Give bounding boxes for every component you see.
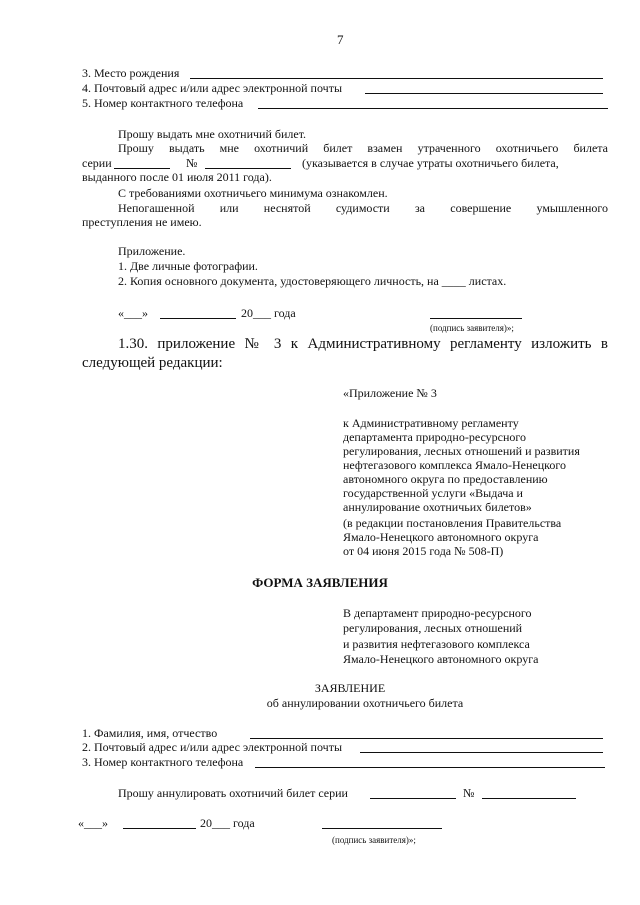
form1-date-open: «___» bbox=[118, 306, 148, 320]
form2-field-phone-line[interactable] bbox=[255, 767, 605, 768]
amendment-line1: 1.30. приложение № 3 к Административному регламенту изложить в bbox=[118, 336, 608, 352]
form1-field-phone-line[interactable] bbox=[258, 108, 608, 109]
form1-attachment-copy: 2. Копия основного документа, удостоверяющего личность, на ____ листах. bbox=[118, 274, 507, 288]
statement-title: ЗАЯВЛЕНИЕ bbox=[314, 681, 386, 695]
form1-signature-line[interactable] bbox=[430, 318, 522, 319]
addressee-line: Ямало-Ненецкого автономного округа bbox=[343, 652, 539, 666]
form1-field-address-line[interactable] bbox=[365, 93, 603, 94]
form2-field-address-line[interactable] bbox=[360, 752, 603, 753]
form1-attachment-photos: 1. Две личные фотографии. bbox=[118, 259, 258, 273]
amendment-line2: следующей редакции: bbox=[82, 355, 223, 371]
addressee-line: регулирования, лесных отношений bbox=[343, 621, 523, 635]
appendix-line: от 04 июня 2015 года № 508-П) bbox=[343, 544, 504, 558]
appendix-line: государственной услуги «Выдача и bbox=[343, 486, 523, 500]
form2-field-name-label: 1. Фамилия, имя, отчество bbox=[82, 726, 218, 740]
form1-field-phone-label: 5. Номер контактного телефона bbox=[82, 96, 244, 110]
form2-field-name-line[interactable] bbox=[250, 738, 603, 739]
form2-signature-caption: (подпись заявителя)»; bbox=[332, 835, 416, 845]
form1-familiar-statement: С требованиями охотничьего минимума ознакомлен. bbox=[118, 186, 388, 200]
form2-request-annul: Прошу аннулировать охотничий билет серии bbox=[118, 786, 348, 800]
appendix-line: регулирования, лесных отношений и развития bbox=[343, 444, 580, 458]
addressee-line: В департамент природно-ресурсного bbox=[343, 606, 532, 620]
form1-number-line[interactable] bbox=[205, 168, 291, 169]
form1-conviction-line2: преступления не имею. bbox=[82, 215, 202, 229]
form1-field-birthplace-line[interactable] bbox=[190, 78, 603, 79]
appendix-title: «Приложение № 3 bbox=[343, 386, 437, 400]
form1-request-replace-line3: выданного после 01 июля 2011 года). bbox=[82, 170, 272, 184]
form2-number-line[interactable] bbox=[482, 798, 576, 799]
form1-request-note: (указывается в случае утраты охотничьего билета, bbox=[302, 156, 559, 170]
form-title: ФОРМА ЗАЯВЛЕНИЯ bbox=[252, 575, 388, 590]
form2-request-number-sign: № bbox=[463, 786, 475, 800]
appendix-line: (в редакции постановления Правительства bbox=[343, 516, 562, 530]
form1-conviction-line1: Непогашенной или неснятой судимости за совершение умышленного bbox=[118, 201, 608, 215]
form2-date-open: «___» bbox=[78, 816, 108, 830]
form2-date-year: 20___ года bbox=[200, 816, 255, 830]
form1-field-address-label: 4. Почтовый адрес и/или адрес электронной почты bbox=[82, 81, 343, 95]
addressee-line: и развития нефтегазового комплекса bbox=[343, 637, 530, 651]
form1-request-replace-line1: Прошу выдать мне охотничий билет взамен утраченного охотничьего билета bbox=[118, 141, 608, 155]
appendix-line: нефтегазового комплекса Ямало-Ненецкого bbox=[343, 458, 566, 472]
form1-date-year: 20___ года bbox=[241, 306, 296, 320]
appendix-line: департамента природно-ресурсного bbox=[343, 430, 526, 444]
form1-field-birthplace-label: 3. Место рождения bbox=[82, 66, 180, 80]
form1-request-number-sign: № bbox=[186, 156, 198, 170]
appendix-line: к Административному регламенту bbox=[343, 416, 519, 430]
page-number: 7 bbox=[337, 32, 344, 47]
form2-signature-line[interactable] bbox=[322, 828, 442, 829]
statement-subtitle: об аннулировании охотничьего билета bbox=[266, 696, 464, 710]
form1-date-month-line[interactable] bbox=[160, 318, 236, 319]
form1-signature-caption: (подпись заявителя)»; bbox=[430, 323, 514, 333]
form1-request-issue: Прошу выдать мне охотничий билет. bbox=[118, 127, 307, 141]
form2-field-phone-label: 3. Номер контактного телефона bbox=[82, 755, 244, 769]
form2-field-address-label: 2. Почтовый адрес и/или адрес электронной почты bbox=[82, 740, 343, 754]
appendix-line: автономного округа по предоставлению bbox=[343, 472, 548, 486]
form2-series-line[interactable] bbox=[370, 798, 456, 799]
form1-request-series-label: серии bbox=[82, 156, 112, 170]
appendix-line: аннулирование охотничьих билетов» bbox=[343, 500, 532, 514]
form1-attachment-title: Приложение. bbox=[118, 244, 186, 258]
form2-date-month-line[interactable] bbox=[123, 828, 196, 829]
appendix-line: Ямало-Ненецкого автономного округа bbox=[343, 530, 539, 544]
form1-series-line[interactable] bbox=[114, 168, 170, 169]
